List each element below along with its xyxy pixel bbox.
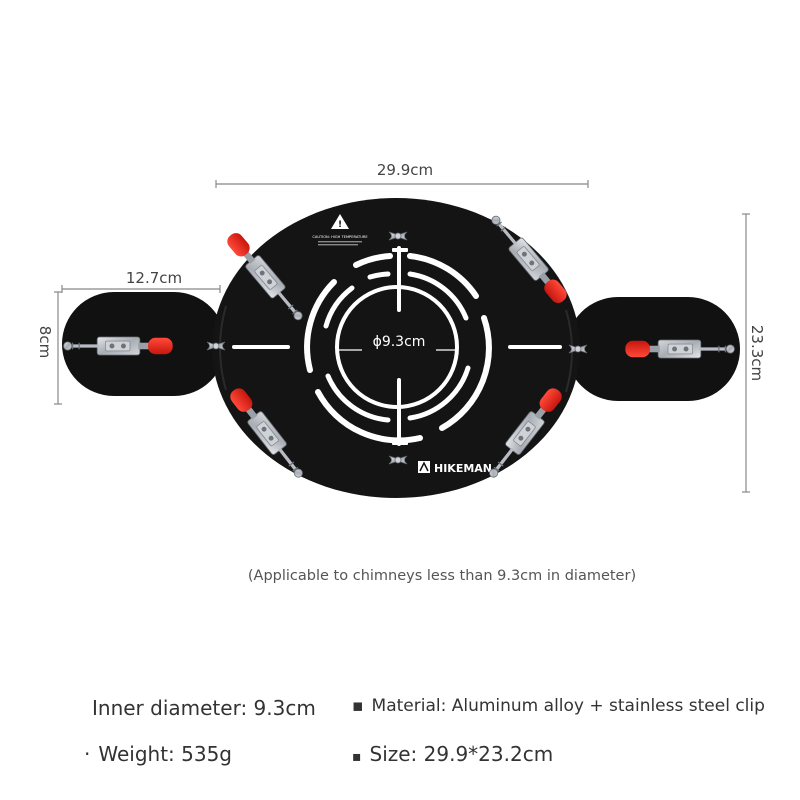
wing-height-label: 8cm	[36, 325, 54, 359]
bullet-icon: ·	[84, 742, 91, 766]
spec-size-text: Size: 29.9*23.2cm	[369, 742, 554, 766]
dimension-wing-height	[54, 292, 62, 404]
bullet-icon: ▪	[352, 749, 362, 765]
height-label: 23.3cm	[748, 324, 766, 382]
inner-diameter-label: ϕ9.3cm	[372, 334, 426, 350]
caution-text: CAUTION: HIGH TEMPERATURE	[312, 235, 368, 239]
wing-nut-bottom	[389, 456, 407, 464]
brand-logo	[418, 461, 492, 475]
svg-text:!: !	[337, 220, 343, 230]
spec-size	[352, 742, 553, 766]
spec-weight	[84, 742, 232, 766]
spec-weight-text: Weight: 535g	[98, 742, 233, 766]
wing-width-label: 12.7cm	[125, 269, 183, 287]
spec-material	[352, 696, 765, 716]
width-label: 29.9cm	[376, 161, 434, 179]
dimension-width	[216, 180, 588, 188]
wing-nut-right	[569, 345, 587, 353]
bullet-icon: ▪	[352, 696, 364, 716]
applicability-caption: (Applicable to chimneys less than 9.3cm in diameter)	[247, 568, 637, 584]
wing-nut-top	[389, 232, 407, 240]
brand-name: HIKEMAN	[434, 462, 493, 475]
spec-material-text: Material: Aluminum alloy + stainless steel clip	[371, 696, 765, 716]
spec-inner-diameter	[92, 696, 316, 720]
wing-nut-left	[207, 342, 225, 350]
spec-inner-diameter-text: Inner diameter: 9.3cm	[92, 696, 316, 720]
